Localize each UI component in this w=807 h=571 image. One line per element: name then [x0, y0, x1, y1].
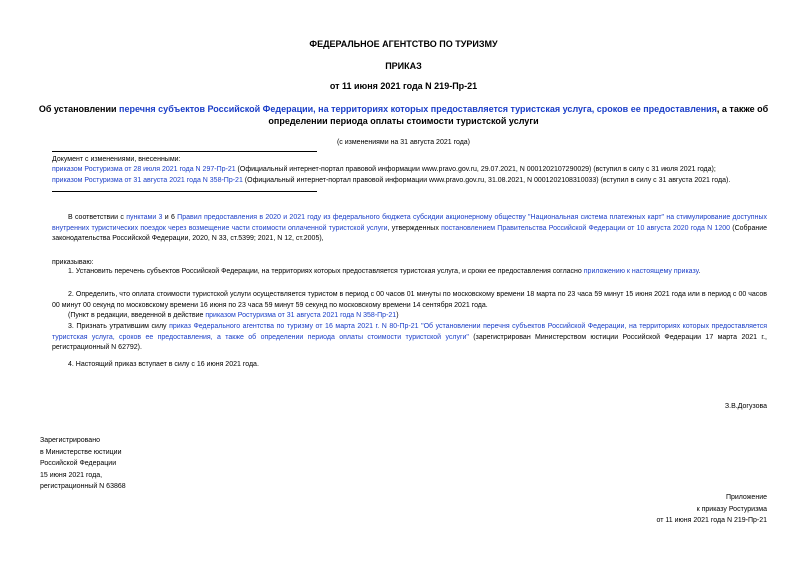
revision-note: (с изменениями на 31 августа 2021 года)	[336, 139, 471, 146]
registration-line: в Министерстве юстиции	[40, 448, 122, 456]
change-link-2[interactable]: приказом Ростуризма от 31 августа 2021 года N 358-Пр-21	[52, 177, 243, 184]
registration-line: регистрационный N 63868	[40, 483, 126, 490]
preamble	[52, 213, 767, 245]
item-1	[68, 267, 788, 276]
appendix-line: к приказу Ростуризма	[696, 505, 767, 513]
item-4: 4. Настоящий приказ вступает в силу с 16 июня 2021 года.	[68, 361, 259, 368]
note-link[interactable]: приказом Ростуризма от 31 августа 2021 года N 358-Пр-21	[205, 312, 397, 319]
signature: З.В.Догузова	[724, 403, 767, 410]
preamble-link-resolution[interactable]: постановлением Правительства Российской Федерации от 10 августа 2020 года N 1200	[441, 224, 731, 232]
registration-line: Зарегистрировано	[40, 437, 100, 444]
repealed-order-link[interactable]: приказ Федерального агентства по туризму от 16 марта 2021 г. N 80-Пр-21 "Об установлении перечня субъектов Российской Федерации, на территориях которых предоставляется туристская услуга, сроков ее предоставления, а также об определении периода оплаты стоимости туристской услуги"	[52, 323, 767, 341]
note-end: )	[396, 312, 399, 319]
preamble-text: и 6	[162, 214, 178, 221]
registration-block	[40, 435, 126, 493]
item-2-note	[68, 311, 399, 320]
changes-heading: Документ с изменениями, внесенными:	[52, 156, 181, 163]
change-item	[52, 165, 792, 174]
title-part2: , а также об определении периода оплаты стоимости туристской услуги	[268, 104, 769, 126]
divider-top	[52, 151, 317, 152]
change-rest-1: (Официальный интернет-портал правовой информации www.pravo.gov.ru, 29.07.2021, N 0001202107290029) (вступил в силу с 31 июля 2021 года);	[235, 166, 716, 173]
preamble-text: (Собрание законодательства Российской Федерации, 2020, N 33, ст.5399; 2021, N 12, ст.2005),	[52, 224, 768, 242]
registration-line: 15 июня 2021 года,	[40, 471, 103, 479]
change-rest-2: (Официальный интернет-портал правовой информации www.pravo.gov.ru, 31.08.2021, N 0001202108310033) (вступил в силу с 31 августа 2021 года).	[242, 177, 731, 184]
item-3-text: 3. Признать утратившим силу	[68, 323, 170, 330]
title-part1: Об установлении	[38, 104, 120, 114]
item-3	[52, 322, 767, 354]
item-1-end: .	[698, 268, 701, 275]
change-item	[52, 176, 792, 185]
doc-number: от 11 июня 2021 года N 219-Пр-21	[329, 81, 478, 91]
item-1-text: 1. Установить перечень субъектов Российской Федерации, на территориях которых предоставляется туристская услуга, и сроки ее предоставления согласно	[68, 268, 584, 275]
note-text: (Пункт в редакции, введенной в действие	[68, 312, 206, 319]
appendix-caption	[657, 492, 768, 527]
document-title	[32, 103, 775, 127]
order-word: приказываю:	[52, 259, 94, 266]
divider-bottom	[52, 191, 317, 192]
preamble-text: В соответствии с	[68, 214, 127, 221]
change-link-1[interactable]: приказом Ростуризма от 28 июля 2021 года N 297-Пр-21	[52, 166, 236, 173]
registration-line: Российской Федерации	[40, 460, 117, 467]
agency-name: ФЕДЕРАЛЬНОЕ АГЕНТСТВО ПО ТУРИЗМУ	[309, 39, 498, 49]
preamble-link-points[interactable]: пунктами 3	[126, 214, 163, 221]
item-3-end: (зарегистрирован Министерством юстиции Российской Федерации 17 марта 2021 г., регистрационный N 62792).	[52, 333, 767, 351]
title-link[interactable]: перечня субъектов Российской Федерации, на территориях которых предоставляется туристская услуга, сроков ее предоставления	[119, 104, 717, 114]
preamble-link-rules[interactable]: Правил предоставления в 2020 и 2021 году из федерального бюджета субсидии акционерному обществу "Национальная система платежных карт" на стимулирование доступных внутренних туристических поездок через возмещение части стоимости оплаченной туристской услуги	[52, 214, 767, 232]
appendix-link[interactable]: приложению к настоящему приказу	[583, 268, 699, 275]
doc-type: ПРИКАЗ	[385, 61, 422, 71]
appendix-line: от 11 июня 2021 года N 219-Пр-21	[656, 517, 767, 524]
appendix-line: Приложение	[725, 494, 767, 501]
item-2: 2. Определить, что оплата стоимости туристской услуги осуществляется туристом в период с 00 часов 01 минуты по московскому времени 18 марта по 23 часа 59 минут 15 июня 2021 года или в период с 00 часов 00 минут 00 секунд по московскому времени 16 июня по 23 часа 59 минут 59 секунд по московскому времени 14 сентября 2021 года.	[52, 291, 767, 309]
preamble-text: , утвержденных	[387, 224, 442, 232]
